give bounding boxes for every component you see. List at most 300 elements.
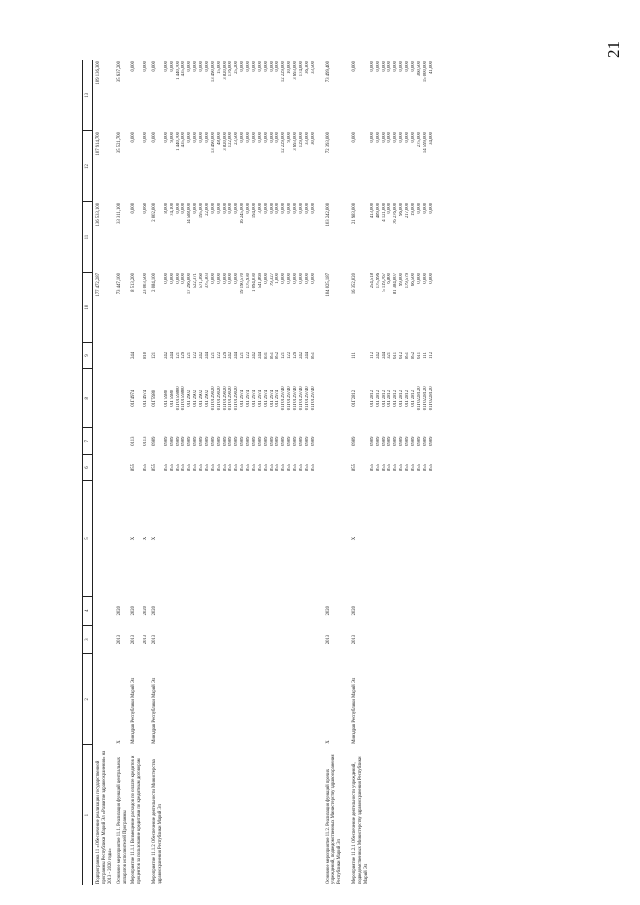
table-cell: 0,000	[387, 61, 393, 72]
table-cell: 01Г2974	[257, 389, 263, 407]
table-cell: 0,000	[234, 202, 240, 214]
table-cell: 0,060	[143, 202, 149, 214]
table-cell: 0,000	[246, 202, 251, 214]
table-cell: 0,000	[298, 202, 304, 214]
table-cell: 855	[131, 464, 137, 472]
table-cell: 0,000	[210, 273, 216, 284]
table-cell: 01Г2902	[193, 389, 199, 407]
table-cell: 0,000	[393, 132, 399, 143]
table-cell: 9,000	[169, 132, 175, 143]
table-cell	[323, 342, 344, 368]
table-cell: 179,579	[405, 273, 410, 289]
table-cell: 0909	[410, 436, 416, 446]
table-cell: 855	[163, 464, 169, 472]
table-cell: 96,000	[399, 202, 405, 216]
table-cell: 0909	[228, 436, 234, 446]
table-cell: 0,000	[293, 202, 298, 214]
table-cell: 0909	[387, 436, 393, 446]
table-cell: 435,000	[181, 61, 187, 77]
table-cell	[323, 454, 344, 480]
table-cell: 254,518	[369, 273, 375, 289]
table-cell: 0,000	[399, 61, 405, 72]
table-cell: 0,000	[181, 273, 187, 284]
column-header: 11	[83, 202, 93, 272]
table-cell: 01Г0129740	[293, 386, 298, 411]
table-cell: 855	[143, 464, 149, 472]
table-cell: 855	[422, 464, 428, 472]
table-cell: 0,000	[422, 202, 428, 214]
column-header: 9	[83, 342, 93, 368]
table-cell: 244	[381, 351, 387, 359]
page-number: 21	[604, 41, 623, 58]
table-cell: 0,000	[193, 132, 199, 143]
table-cell: 244	[169, 351, 175, 359]
table-cell: 01Г2812	[375, 389, 381, 407]
table-cell: 2013	[325, 634, 331, 645]
table-cell	[93, 454, 114, 480]
table-cell: 0909	[204, 436, 210, 446]
table-cell: 10,000	[287, 61, 293, 74]
table-cell: 0,000	[287, 273, 293, 284]
table-cell: Подпрограмма 11 «Обеспечение реализации государственной программы Республики Марий Эл «Развитие здравоохранения» на 2013 - 2020 годы»	[96, 750, 113, 884]
table-cell: 855	[375, 464, 381, 472]
table-cell: 103 242,000	[325, 202, 331, 227]
table-cell: 851	[269, 351, 275, 359]
table-cell: 0,000	[175, 202, 181, 214]
table-cell: 2013	[152, 634, 157, 645]
table-cell: 0,000	[405, 132, 410, 143]
table-cell	[323, 428, 344, 454]
table-cell: 855	[240, 464, 246, 472]
table-cell: 0909	[428, 436, 434, 446]
table-cell: 01Г2974	[275, 389, 281, 407]
table-cell: 4 121,000	[381, 202, 387, 222]
table-cell: 0909	[304, 436, 310, 446]
table-cell: 0909	[216, 436, 222, 446]
table-cell: 855	[187, 464, 193, 472]
table-cell: 855	[416, 464, 422, 472]
table-cell: 0,000	[143, 61, 149, 72]
table-cell: 0909	[246, 436, 251, 446]
table-cell: 122	[216, 351, 222, 359]
table-cell: 0909	[369, 436, 375, 446]
table-cell: 0,000	[416, 202, 422, 214]
table-cell: 177 472,287	[96, 273, 101, 297]
table-cell: 242	[375, 351, 381, 359]
table-row	[349, 60, 370, 885]
table-cell: 0909	[152, 436, 157, 446]
table-cell: 76 276,000	[393, 202, 399, 225]
table-cell: 0,000	[310, 202, 316, 214]
table-cell: 0,000	[310, 273, 316, 284]
table-cell	[114, 342, 129, 368]
column-header: 8	[83, 369, 93, 428]
table-cell: 0,000	[281, 202, 287, 214]
table-cell: 0,000	[263, 132, 269, 143]
table-cell: X	[131, 536, 137, 541]
column-header: 4	[83, 596, 93, 625]
table-cell: 851	[405, 351, 410, 359]
table-cell	[114, 454, 129, 480]
table-cell: 0909	[352, 436, 358, 446]
table-cell: 0,000	[181, 202, 187, 214]
table-cell: Основное мероприятие 11.1. Реализация функций центральных аппаратов исполнителей Программы	[116, 757, 128, 884]
table-cell: 0,000	[263, 61, 269, 72]
table-cell: 0,000	[163, 273, 169, 284]
table-cell: 01Г0129740	[281, 386, 287, 411]
table-cell: 0909	[287, 436, 293, 446]
table-cell: 0,000	[163, 132, 169, 143]
table-cell: 121	[152, 351, 157, 359]
table-cell: 413,000	[369, 202, 375, 219]
table-cell: 2 084,100	[152, 273, 157, 292]
table-cell	[429, 745, 435, 885]
table-cell: 111	[422, 352, 428, 359]
table-cell	[429, 654, 435, 745]
column-header: 7	[83, 428, 93, 454]
table-cell: Минздрав Республики Марий Эл	[131, 677, 137, 744]
table-cell: 12 229,000	[281, 61, 287, 83]
table-cell: 0909	[275, 436, 281, 446]
table-cell: 121	[240, 351, 246, 359]
table-cell: 01Г2974	[251, 389, 257, 407]
table-cell: Минздрав Республики Марий Эл	[152, 677, 157, 744]
table-cell: 72 393,000	[325, 132, 331, 154]
table-cell: 0,000	[352, 61, 358, 72]
table-cell: 0,000	[228, 202, 234, 214]
table-cell: 855	[199, 464, 204, 472]
table-cell: 17 296,000	[187, 273, 193, 295]
table-cell: 5 119,767	[381, 273, 387, 292]
table-cell: 0,000	[263, 273, 269, 284]
column-header: 6	[83, 454, 93, 480]
table-cell: 0,000	[416, 273, 422, 284]
table-cell: 360,500	[416, 61, 422, 77]
table-cell: 855	[204, 464, 210, 472]
table-cell: 0,000	[428, 273, 434, 284]
column-header: 2	[83, 654, 93, 745]
table-cell: 121	[281, 351, 287, 359]
table-cell: 275,000	[416, 132, 422, 148]
table-cell: 0,000	[369, 132, 375, 143]
table-cell: 0,000	[222, 273, 228, 284]
table-cell: 01Г0159800	[175, 386, 181, 411]
table-cell: 0,000	[204, 132, 210, 143]
table-cell: 01Г2812	[387, 389, 393, 407]
table-cell: 0,000	[410, 132, 416, 143]
table-cell: 0,000	[131, 202, 137, 214]
table-cell: 3 693,000	[293, 132, 298, 151]
table-cell: 0909	[422, 436, 428, 446]
table-cell: 855	[405, 464, 410, 472]
table-cell: 176,000	[228, 61, 234, 77]
table-cell: 01Г2812	[405, 389, 410, 407]
table-cell: 217,000	[405, 202, 410, 219]
table-cell: 129,000	[298, 132, 304, 148]
table-cell: 321	[387, 351, 393, 359]
table-cell: 0909	[175, 436, 181, 446]
table-cell: 01Г0129740	[304, 386, 310, 411]
table-cell: 2013	[131, 634, 137, 645]
table-cell: 175,930	[246, 273, 251, 289]
table-cell: 2013	[143, 634, 149, 645]
table-cell: 195,000	[199, 202, 204, 219]
table-cell: 2020	[152, 606, 157, 616]
table-cell: 0,000	[187, 61, 193, 72]
table-cell: 855	[428, 464, 434, 472]
table-cell: 0909	[393, 436, 399, 446]
table-cell	[429, 625, 435, 654]
table-cell	[93, 625, 114, 654]
table-cell: 851	[310, 351, 316, 359]
table-cell	[114, 481, 129, 597]
table-cell: 0,000	[210, 202, 216, 214]
table-cell: 01Г0228120	[416, 386, 422, 411]
table-cell: 1 440,700	[175, 132, 181, 151]
table-cell: 855	[275, 464, 281, 472]
table-cell: 541,869	[257, 273, 263, 289]
table-cell: 12 229,000	[281, 132, 287, 154]
table-cell: 48,000	[216, 132, 222, 145]
table-cell: 9,000	[287, 132, 293, 143]
table-cell: 0,000	[304, 273, 310, 284]
table-cell: 855	[369, 464, 375, 472]
table-cell	[93, 596, 114, 625]
table-cell	[93, 654, 114, 745]
table-cell: 0,000	[293, 273, 298, 284]
table-cell: 855	[251, 464, 257, 472]
table-row	[114, 60, 129, 885]
table-cell: 129	[181, 351, 187, 359]
table-cell: 01Г0129020	[216, 386, 222, 411]
table-cell: 0,000	[410, 61, 416, 72]
table-row	[93, 60, 114, 885]
table-cell: 242	[199, 351, 204, 359]
table-cell: 0,000	[246, 61, 251, 72]
table-cell: 0909	[193, 436, 199, 446]
table-cell: 0,000	[263, 202, 269, 214]
table-cell: 01Г0228120	[428, 386, 434, 411]
table-cell: 0,000	[269, 202, 275, 214]
table-cell: 0,000	[193, 61, 199, 72]
table-cell	[323, 481, 344, 597]
table-cell: 855	[210, 464, 216, 472]
table-cell: 79,327	[269, 273, 275, 286]
table-cell: 0909	[181, 436, 187, 446]
table-cell: 0,000	[352, 132, 358, 143]
table-cell	[429, 481, 435, 597]
table-cell	[93, 369, 114, 428]
table-cell: 129	[293, 351, 298, 359]
table-cell: 3 820,000	[222, 132, 228, 151]
table-cell: 1 094,030	[251, 273, 257, 292]
table-cell: 242	[251, 351, 257, 359]
table-cell: 112	[369, 351, 375, 359]
table-cell: 611	[393, 351, 399, 359]
table-cell: 0,000	[152, 61, 157, 72]
table-cell: 2013	[116, 634, 122, 645]
table-cell: 0,000	[222, 202, 228, 214]
table-cell: 0909	[234, 436, 240, 446]
table-cell	[114, 369, 129, 428]
table-cell: 122	[287, 351, 293, 359]
table-cell: 611	[416, 351, 422, 359]
table-cell: 111	[352, 352, 358, 359]
table-cell: 852	[275, 351, 281, 359]
table-cell: X	[116, 740, 122, 744]
table-cell: 855	[246, 464, 251, 472]
column-header: 12	[83, 131, 93, 202]
budget-table-sheet	[82, 60, 537, 885]
table-cell: 01Г2974	[263, 389, 269, 407]
table-cell: 0,000	[428, 202, 434, 214]
table-cell: 112	[428, 351, 434, 359]
table-cell: 122	[193, 351, 199, 359]
table-cell: 855	[393, 464, 399, 472]
table-cell: 01Г0129740	[287, 386, 293, 411]
table-cell: 01Г5980	[152, 389, 157, 407]
table-cell: 0,000	[269, 132, 275, 143]
table-cell: 0909	[251, 436, 257, 446]
table-cell: 831	[263, 351, 269, 359]
table-cell: 855	[298, 464, 304, 472]
table-cell: 0909	[269, 436, 275, 446]
table-cell: 3,000	[257, 202, 263, 214]
table-cell: 14 588,000	[187, 202, 193, 225]
column-header: 1	[83, 745, 93, 885]
table-cell: 0,000	[175, 273, 181, 284]
table-cell: 35 521,700	[116, 132, 122, 154]
table-cell: 66,500	[410, 273, 416, 286]
table-cell: 855	[152, 464, 157, 472]
table-cell: 2020	[131, 606, 137, 616]
table-cell: 23,500	[234, 132, 240, 145]
table-cell: 0909	[399, 436, 405, 446]
table-cell: 0113	[131, 436, 137, 446]
table-cell: 0,000	[199, 132, 204, 143]
table-cell: 121	[187, 351, 193, 359]
table-cell	[93, 481, 114, 597]
table-cell: 855	[269, 464, 275, 472]
table-cell: X	[152, 536, 157, 541]
table-cell: 2020	[116, 606, 122, 616]
table-cell: 13 490,000	[210, 61, 216, 83]
table-cell: 0113	[143, 436, 149, 446]
table-cell: 612	[399, 351, 405, 359]
table-cell: X	[325, 740, 331, 744]
table-cell: 855	[169, 464, 175, 472]
table-cell: 0,000	[169, 273, 175, 284]
table-cell: 0,000	[275, 61, 281, 72]
table-cell: 855	[410, 464, 416, 472]
table-cell: 34,000	[428, 132, 434, 145]
table-cell: 0909	[416, 436, 422, 446]
table-cell: 855	[181, 464, 187, 472]
table-cell: 0909	[199, 436, 204, 446]
table-cell: 13 490,000	[210, 132, 216, 154]
table-cell: Минздрав Республики Марий Эл	[352, 677, 358, 744]
table-cell: 0909	[381, 436, 387, 446]
table-cell: 8 513,200	[131, 273, 137, 292]
table-cell: 855	[257, 464, 263, 472]
table-cell: 0,000	[131, 132, 137, 143]
table-cell: 0,000	[269, 61, 275, 72]
table-cell: 0909	[163, 436, 169, 446]
table-cell: 73 499,400	[325, 61, 331, 83]
table-cell: 0909	[210, 436, 216, 446]
table-cell: 0,000	[381, 61, 387, 72]
table-cell: 435,000	[181, 132, 187, 148]
table-cell: 0909	[263, 436, 269, 446]
table-cell: 0,000	[387, 132, 393, 143]
table-cell: 01Г0129020	[222, 386, 228, 411]
table-cell: 122,000	[228, 132, 234, 148]
table-cell: 73 447,100	[116, 273, 122, 295]
table-cell: 0,000	[369, 61, 375, 72]
table-cell: 855	[304, 464, 310, 472]
table-cell: 01Г5980	[163, 389, 169, 407]
table-cell: 242	[228, 351, 234, 359]
table-cell: 16 245,000	[240, 202, 246, 225]
table-cell: 8,000	[163, 202, 169, 214]
table-cell: 852	[410, 351, 416, 359]
table-cell: 174,000	[298, 61, 304, 77]
budget-table	[82, 60, 434, 885]
table-cell: 0,000	[257, 61, 263, 72]
table-cell: 244	[304, 351, 310, 359]
table-cell: 375,303	[204, 273, 210, 289]
table-cell: 2020	[352, 606, 358, 616]
table-cell: 01Г2974	[246, 389, 251, 407]
table-cell: 855	[352, 464, 358, 472]
column-header: 5	[83, 481, 93, 597]
table-cell	[93, 342, 114, 368]
table-cell: 0,000	[304, 202, 310, 214]
table-cell: 01Г0159800	[181, 386, 187, 411]
column-header: 10	[83, 272, 93, 342]
table-row	[128, 60, 143, 885]
table-cell: 99,000	[399, 273, 405, 286]
table-cell: 855	[287, 464, 293, 472]
table-cell: 0,000	[240, 61, 246, 72]
table-cell: 01Г0129740	[298, 386, 304, 411]
table-cell: 0909	[281, 436, 287, 446]
table-cell: 104 025,187	[325, 273, 331, 297]
table-row	[429, 60, 435, 885]
table-cell: 121	[210, 351, 216, 359]
table-cell: 0,000	[193, 202, 199, 214]
table-cell: 01Г2812	[410, 389, 416, 407]
table-cell: 0,000	[257, 132, 263, 143]
table-cell: 0,000	[275, 132, 281, 143]
table-cell: 855	[263, 464, 269, 472]
table-cell: 01Г0129020	[234, 386, 240, 411]
table-cell: 01Г2974	[240, 389, 246, 407]
table-cell: 0,000	[204, 61, 210, 72]
table-cell: 01Г2902	[187, 389, 193, 407]
table-cell	[114, 428, 129, 454]
table-cell: 14 599,000	[422, 132, 428, 154]
table-cell: 0,000	[281, 273, 287, 284]
table-cell: 0,000	[240, 132, 246, 143]
table-cell: 01Г0129740	[310, 386, 316, 411]
table-cell: 2013	[352, 634, 358, 645]
table-cell	[93, 428, 114, 454]
table-cell: 0,000	[381, 132, 387, 143]
table-cell: 244	[234, 351, 240, 359]
table-cell: 855	[175, 464, 181, 472]
table-cell	[323, 369, 344, 428]
